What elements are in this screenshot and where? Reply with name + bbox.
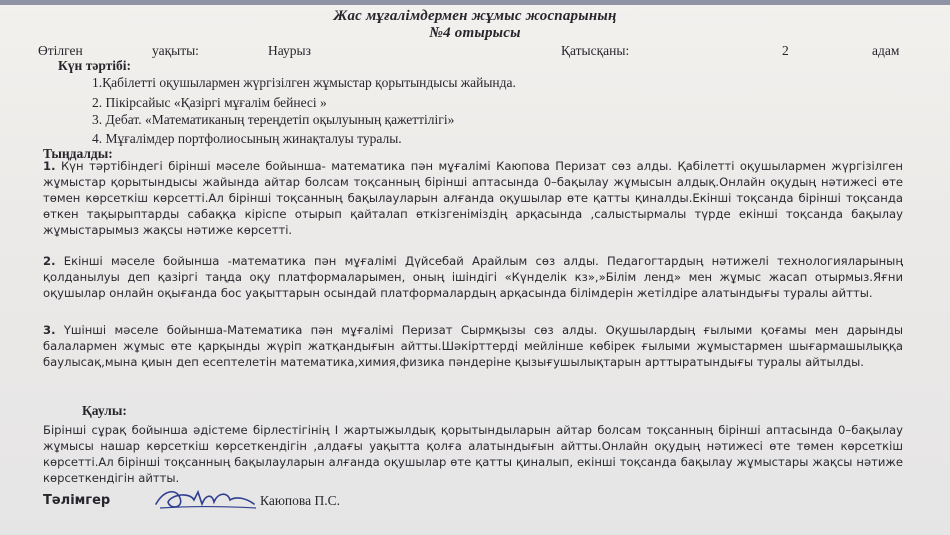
section-text: Екінші мәселе бойынша -математика пән мұғалімі Дүйсебай Арайлым сөз алды. Педагогтардың нәтижелі технологияларының қолданылуы деп қазіргі таңда оқу платформаларымен, оның ішіндігі «Күнделік кз»,»Білім ленд» мен жұмыс жасап отырмыз.Яғни оқушылар онлайн оқығанда бос уақыттарын осындай платформалардың арқасында білімдерін жетілдіре алатындығы туралы айтты. xyxy=(43,254,903,300)
section-text: Үшінші мәселе бойынша-Математика пән мұғалімі Перизат Сырмқызы сөз алды. Оқушылардың ғылыми қоғамы мен дарынды балалармен жұмыс өте қарқынды жүріп жатқандығын айтты.Шәкірттерді мейлінше көбірек ғылыми жұмыстармен шығармашылыққа баулысақ,мына қиын деп есептелетін математика,химия,физика пәндеріне қызығушылықтарын арттыратындығы туралы айтылды. xyxy=(43,323,903,369)
section-number: 2. xyxy=(43,254,56,268)
agenda-item-2: 2. Пікірсайыс «Қазіргі мұғалім бейнесі » xyxy=(92,95,327,110)
section-number: 3. xyxy=(43,323,56,337)
handwritten-signature xyxy=(150,484,260,514)
document-title: Жас мұғалімдермен жұмыс жоспарының xyxy=(333,8,617,24)
decision-text: Бірінші сұрақ бойынша әдістеме бірлестігінің І жартыжылдық қорытындыларын айтар болсам тоқсанның бірінші аптасында 0–бақылау жұмысы нашар көрсеткіш көрсеткендігін ,алдағы уақытта қолға алатындығын айтты.Онлайн оқудың нәтижесі өте төмен көрсеткіш көрсетті.Ал бірінші тоқсанның бақылауларын алғанда оқушылар өте қатты қиналып, екінші тоқсанда бақылау жұмыстары жақсы нәтиже көрсеткендігін айтты. xyxy=(43,423,903,485)
time-label-2: уақыты: xyxy=(152,43,199,58)
time-value: Наурыз xyxy=(268,43,311,58)
attend-count: 2 xyxy=(782,43,789,58)
attend-unit: адам xyxy=(872,43,900,58)
signature-label: Тәлімгер xyxy=(43,493,111,508)
agenda-item-3: 3. Дебат. «Математиканың тереңдетіп оқылуының қажеттілігі» xyxy=(92,112,455,127)
section-text: Күн тәртібіндегі бірінші мәселе бойынша- математика пән мұғалімі Каюпова Перизат сөз алды. Қабілетті оқушылармен жүргізілген жұмыстар қорытындысы жайында айтар болсам тоқсанның бірінші аптасында 0–бақылау жұмысын алдық.Онлайн оқудың нәтижесі өте төмен көрсеткіш көрсетті.Ал бірінші тоқсанның бақылауларын алғанда оқушылар өте қатты қиналды.Екінші тоқсанда бірінші тоқсанда өткен тақырыптарды сабаққа кіріспе отырып қайталап өткізгеніміздің арқасында ,салыстырмалы түрде екінші тоқсанда бақылау жұмыстарымыз жақсы нәтиже көрсетті. xyxy=(43,159,903,237)
time-label: Өтілген xyxy=(38,43,83,58)
signature-name: Каюпова П.С. xyxy=(260,493,340,508)
photo-edge xyxy=(0,0,950,5)
agenda-heading: Күн тәртібі: xyxy=(58,58,132,73)
heard-section-3 xyxy=(43,323,903,371)
agenda-item-1: 1.Қабілетті оқушылармен жүргізілген жұмыстар қорытындысы жайында. xyxy=(92,75,516,90)
document-subtitle: №4 отырысы xyxy=(429,25,521,41)
section-number: 1. xyxy=(43,159,56,173)
agenda-item-4: 4. Мұғалімдер портфолиосының жинақталуы туралы. xyxy=(92,131,402,146)
decision-heading: Қаулы: xyxy=(82,403,127,418)
attend-label: Қатысқаны: xyxy=(561,43,630,58)
heard-heading: Тыңдалды: xyxy=(43,146,113,161)
heard-section-2 xyxy=(43,254,903,302)
heard-section-1 xyxy=(43,159,903,239)
